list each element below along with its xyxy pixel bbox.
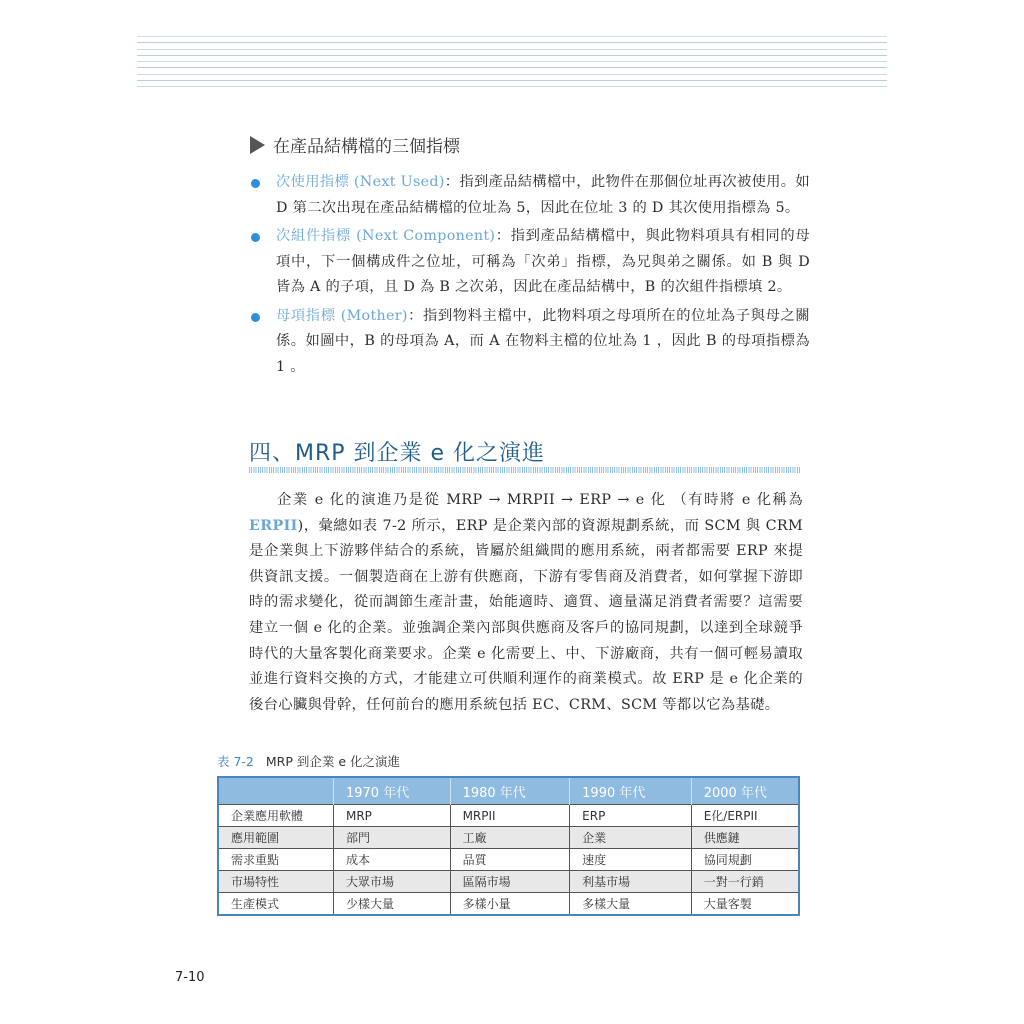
- bullet-text: ：指到產品結構檔中，與此物料項具有相同的母項中，下一個構成件之位址，可稱為「次弟」指標，為兄與弟之關係。如 B 與 D 皆為 A 的子項，且 D 為 B 之次弟，因此在產品結構中，B 的次組件指標填 2。: [276, 228, 810, 295]
- bullet-item-next-used: [250, 170, 810, 221]
- bullet-term: 次使用指標 (Next Used): [276, 174, 445, 190]
- table-cell: E化/ERPII: [691, 805, 799, 827]
- table-cell: 大量客製: [691, 893, 799, 916]
- table-cell: 供應鏈: [691, 827, 799, 849]
- bullet-text: ：指到產品結構檔中，此物件在那個位址再次被使用。如 D 第二次出現在產品結構檔的位址為 5，因此在位址 3 的 D 其次使用指標為 5。: [276, 174, 811, 216]
- bullet-list: [250, 170, 810, 383]
- table-row: [218, 893, 799, 916]
- table-cell: 速度: [570, 849, 692, 871]
- heading-underline: [249, 467, 801, 473]
- table-row: [218, 827, 799, 849]
- table-cell: MRP: [333, 805, 450, 827]
- table-header-cell: 1990 年代: [570, 777, 692, 805]
- paragraph-text-1: 企業 e 化的演進乃是從 MRP → MRPII → ERP → e 化 （有時將 e 化稱為: [277, 492, 803, 508]
- table-cell: 一對一行銷: [691, 871, 799, 893]
- table-caption-number: 表 7-2: [217, 754, 254, 769]
- table-cell: 大眾市場: [333, 871, 450, 893]
- table-row-label: 需求重點: [218, 849, 333, 871]
- bullet-item-next-component: [250, 224, 810, 301]
- table-cell: 利基市場: [570, 871, 692, 893]
- table-row: [218, 849, 799, 871]
- table-header-cell: [218, 777, 333, 805]
- table-caption: [217, 752, 400, 770]
- sub-heading-text: 在產品結構檔的三個指標: [273, 137, 460, 157]
- table-cell: 品質: [450, 849, 570, 871]
- table-cell: MRPII: [450, 805, 570, 827]
- table-row-label: 企業應用軟體: [218, 805, 333, 827]
- table-row-label: 生產模式: [218, 893, 333, 916]
- bullet-item-mother: [250, 304, 810, 381]
- sub-heading: [250, 132, 460, 157]
- table-row-label: 應用範圍: [218, 827, 333, 849]
- bullet-dot-icon: [251, 179, 260, 188]
- table-row: [218, 805, 799, 827]
- table-header-cell: 2000 年代: [691, 777, 799, 805]
- bullet-text: ：指到物料主檔中，此物料項之母項所在的位址為子與母之關係。如圖中，B 的母項為 A，而 A 在物料主檔的位址為 1 ，因此 B 的母項指標為 1 。: [276, 307, 810, 375]
- table-cell: 多樣小量: [450, 893, 570, 916]
- bullet-term: 次組件指標 (Next Component): [276, 228, 496, 244]
- table-cell: 協同規劃: [691, 849, 799, 871]
- bullet-dot-icon: [251, 233, 260, 242]
- table-header-row: [218, 777, 799, 805]
- table-row-label: 市場特性: [218, 871, 333, 893]
- table-header-cell: 1980 年代: [450, 777, 570, 805]
- table-row: [218, 871, 799, 893]
- table-cell: 成本: [333, 849, 450, 871]
- paragraph-text-2: )，彙總如表 7-2 所示，ERP 是企業內部的資源規劃系統，而 SCM 與 CRM 是企業與上下游夥伴結合的系統，皆屬於組織間的應用系統，兩者都需要 ERP 來提供資訊支援。一個製造商在上游有供應商，下游有零售商及消費者，如何掌握下游即時的需求變化，從而調節生產計畫，始能適時、適質、適量滿足消費者需要？這需要建立一個 e 化的企業。並強調企業內部與供應商及客戶的協同規劃，以達到全球競爭時代的大量客製化商業要求。企業 e 化需要上、中、下游廠商，共有一個可輕易讀取並進行資料交換的方式，才能建立可供順利運作的商業模式。故 ERP 是 e 化企業的後台心臟與骨幹，任何前台的應用系統包括 EC、CRM、SCM 等都以它為基礎。: [249, 517, 803, 713]
- table-cell: 少樣大量: [333, 893, 450, 916]
- body-paragraph: [249, 488, 803, 718]
- table-cell: 區隔市場: [450, 871, 570, 893]
- table-cell: 工廠: [450, 827, 570, 849]
- bullet-dot-icon: [251, 313, 260, 322]
- page-number: 7-10: [175, 970, 205, 985]
- triangle-marker-icon: [250, 136, 265, 154]
- bullet-term: 母項指標 (Mother): [276, 307, 408, 324]
- table-cell: ERP: [570, 805, 692, 827]
- section-heading: 四、MRP 到企業 e 化之演進: [249, 441, 546, 466]
- header-decorative-rules: [137, 36, 887, 93]
- evolution-table: [217, 776, 800, 916]
- paragraph-accent-term: ERPII: [249, 517, 298, 534]
- table-cell: 部門: [333, 827, 450, 849]
- table-cell: 企業: [570, 827, 692, 849]
- table-cell: 多樣大量: [570, 893, 692, 916]
- table-header-cell: 1970 年代: [333, 777, 450, 805]
- table-caption-title: MRP 到企業 e 化之演進: [265, 754, 401, 769]
